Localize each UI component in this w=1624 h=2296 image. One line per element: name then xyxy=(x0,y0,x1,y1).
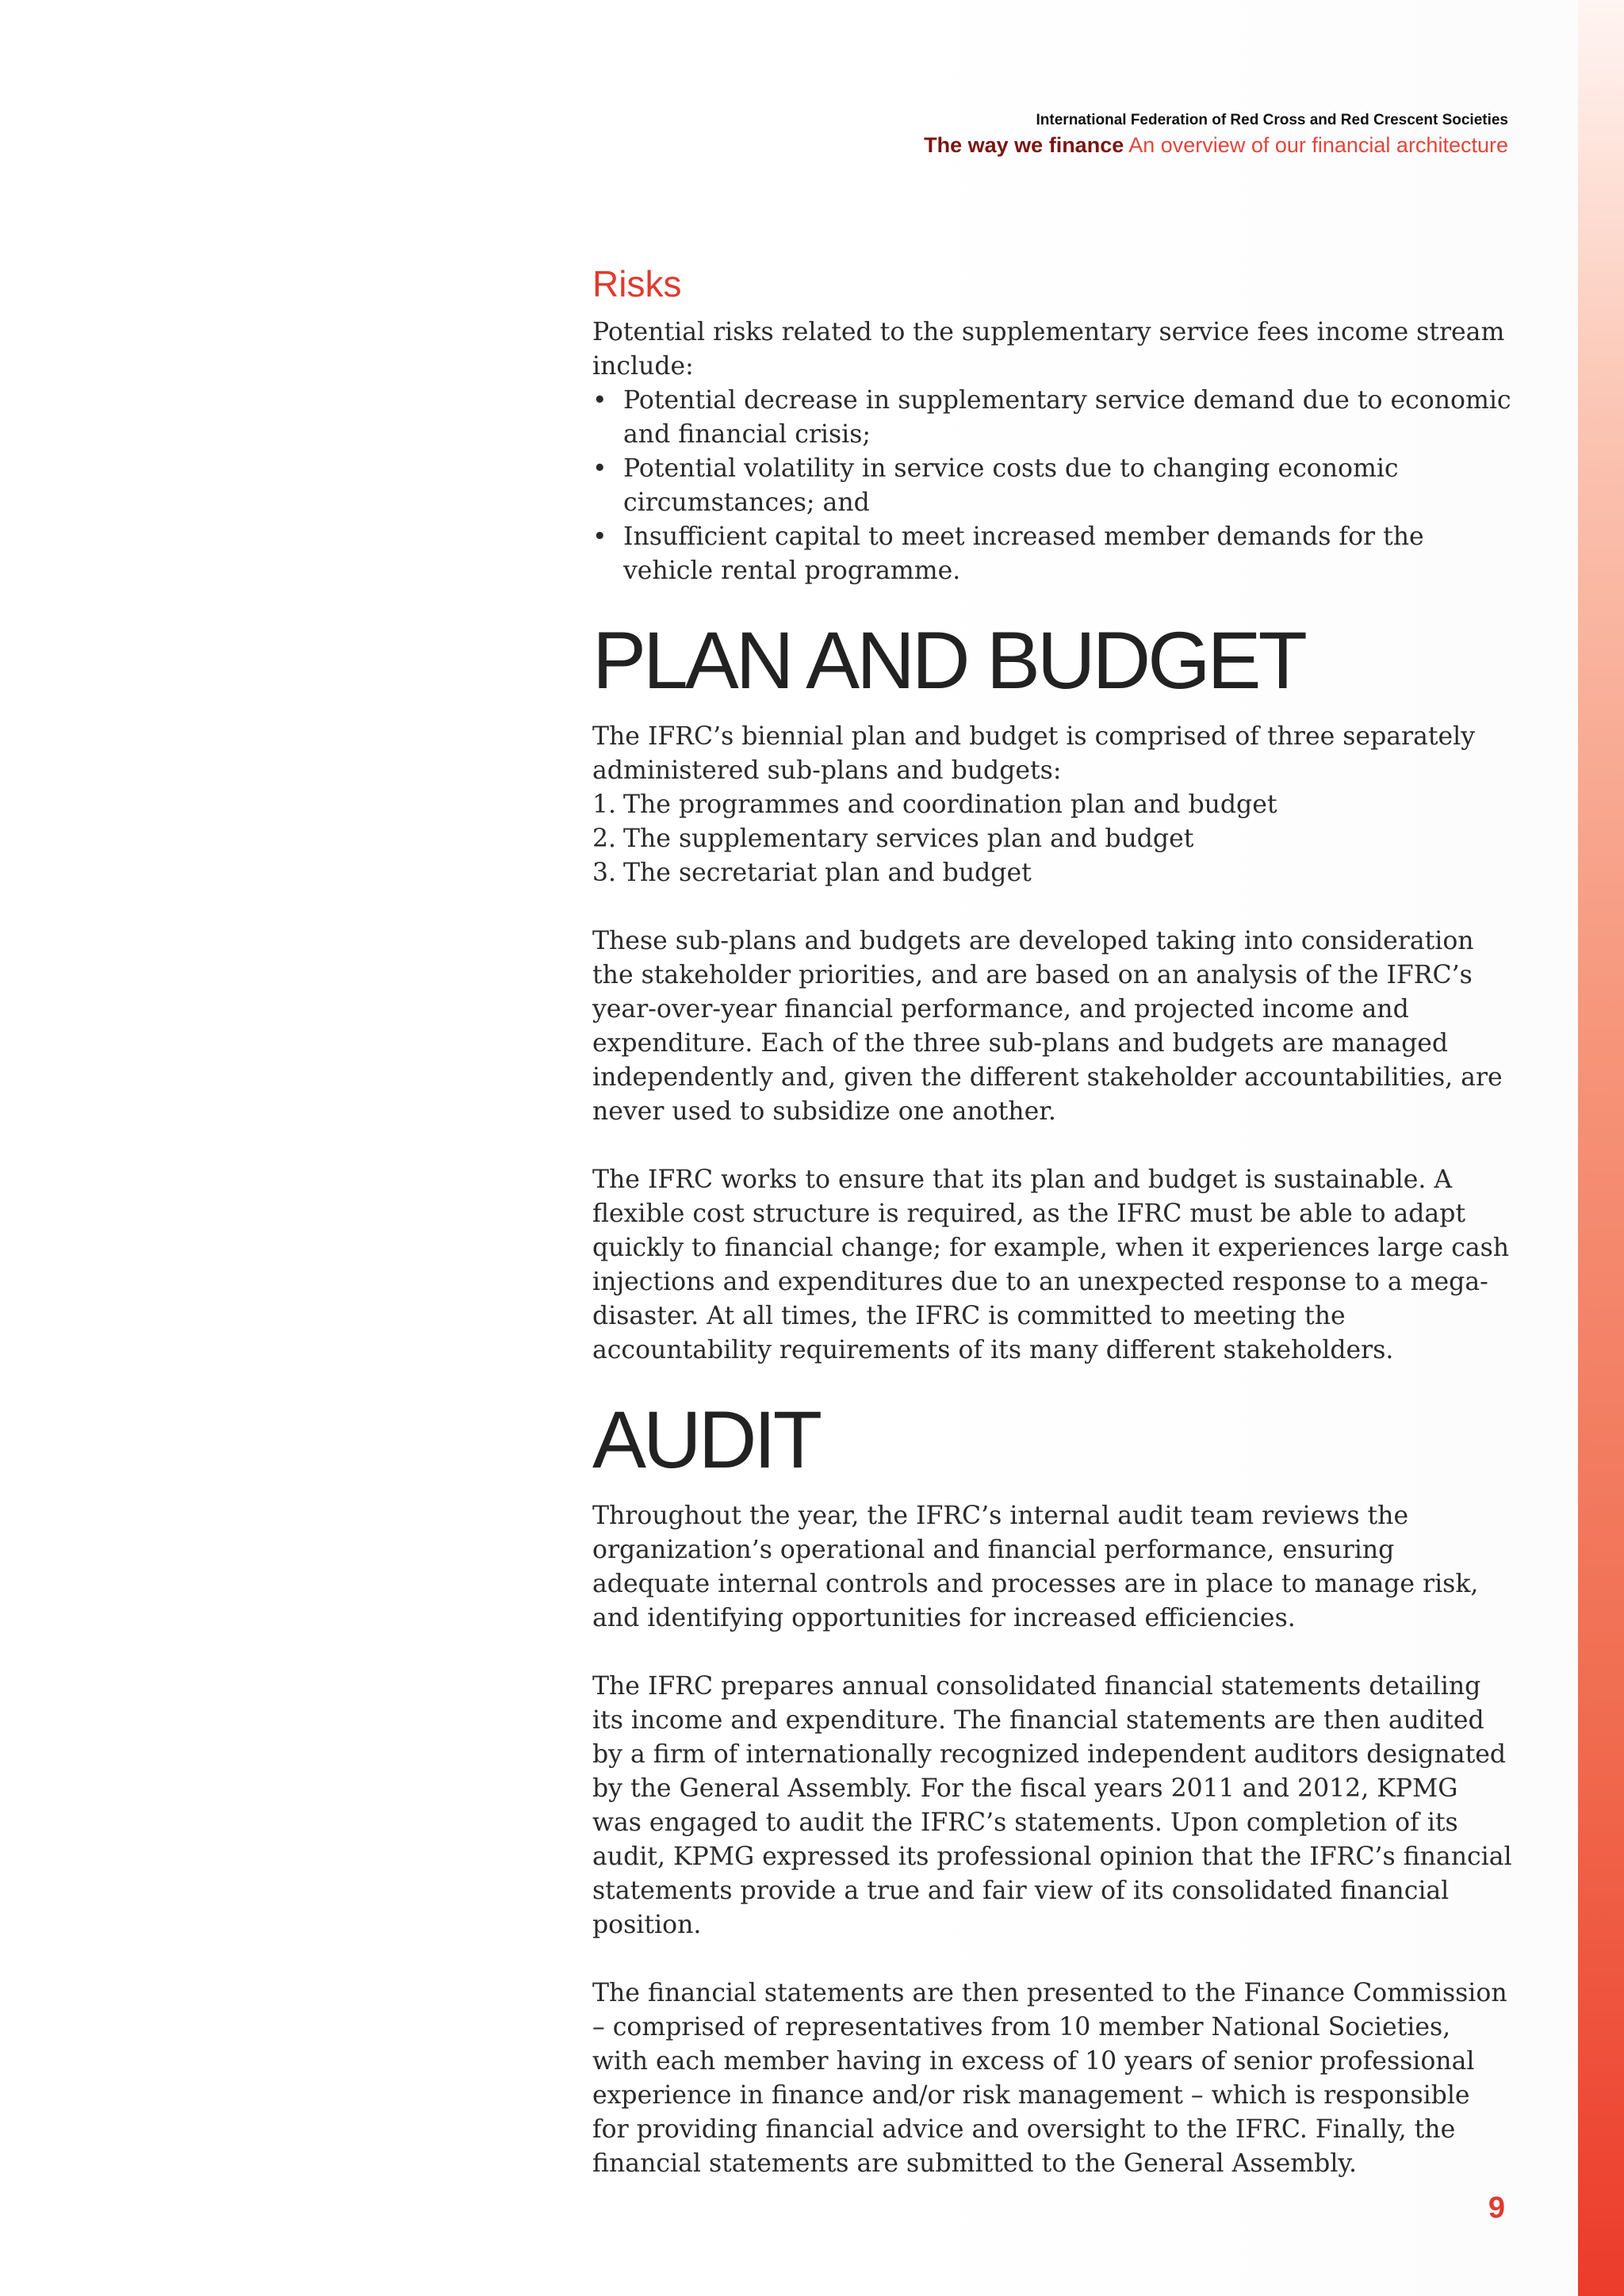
list-item-text: Insufficient capital to meet increased member demands for the vehicle rental programme. xyxy=(623,522,1424,585)
bullet-icon: • xyxy=(592,522,607,551)
risks-heading: Risks xyxy=(592,263,682,304)
bullet-icon: • xyxy=(592,454,607,483)
list-item-text: Potential volatility in service costs due to changing economic circumstances; and xyxy=(623,454,1399,517)
header-title-light: An overview of our financial architecture xyxy=(1128,133,1508,157)
list-item-text: The programmes and coordination plan and budget xyxy=(623,790,1277,819)
risks-intro: Potential risks related to the supplementary service fees income stream include: xyxy=(592,318,1505,381)
audit-paragraph-1: Throughout the year, the IFRC’s internal audit team reviews the organization’s operational and financial performance, ensuring adequate internal controls and processes are in place to manage risk, and identifying opportunities for increased efficiencies. xyxy=(592,1502,1479,1632)
bullet-icon: • xyxy=(592,386,607,415)
list-item-text: The supplementary services plan and budget xyxy=(623,825,1194,853)
list-item xyxy=(592,384,1512,452)
audit-paragraph-3: The financial statements are then presented to the Finance Commission – comprised of representatives from 10 member National Societies, with each member having in excess of 10 years of senior professional experience in finance and/or risk management – which is responsible for providing financial advice and oversight to the IFRC. Finally, the financial statements are submitted to the General Assembly. xyxy=(592,1979,1507,2178)
audit-paragraph-2: The IFRC prepares annual consolidated financial statements detailing its income and expenditure. The financial statements are then audited by a firm of internationally recognized independent auditors designated by the General Assembly. For the fiscal years 2011 and 2012, KPMG was engaged to audit the IFRC’s statements. Upon completion of its audit, KPMG expressed its professional opinion that the IFRC’s financial statements provide a true and fair view of its consolidated financial position. xyxy=(592,1672,1512,1939)
audit-heading: AUDIT xyxy=(592,1395,819,1485)
header-organization: International Federation of Red Cross and Red Crescent Societies xyxy=(1036,112,1508,128)
list-item: 1. The programmes and coordination plan and budget xyxy=(592,790,1277,819)
list-item: 3. The secretariat plan and budget xyxy=(592,859,1032,887)
plan-paragraph-1: These sub-plans and budgets are developed taking into consideration the stakeholder priorities, and are based on an analysis of the IFRC’s year-over-year financial performance, and projected income and expenditure. Each of the three sub-plans and budgets are managed independently and, given the different stakeholder accountabilities, are never used to subsidize one another. xyxy=(592,927,1503,1126)
list-item-text: Potential decrease in supplementary service demand due to economic and financial crisis; xyxy=(623,386,1511,449)
plan-paragraph-2: The IFRC works to ensure that its plan and budget is sustainable. A flexible cost structure is required, as the IFRC must be able to adapt quickly to financial change; for example, when it experiences large cash injections and expenditures due to an unexpected response to a mega-disaster. At all times, the IFRC is committed to meeting the accountability requirements of its many different stakeholders. xyxy=(592,1165,1510,1364)
list-item: 2. The supplementary services plan and budget xyxy=(592,825,1194,853)
header-title-strong: The way we finance xyxy=(924,133,1124,157)
running-header xyxy=(636,111,1508,159)
main-text-column xyxy=(592,262,1512,2181)
plan-intro: The IFRC’s biennial plan and budget is comprised of three separately administered sub-plans and budgets: xyxy=(592,722,1476,785)
risks-bullet-list xyxy=(592,384,1512,588)
list-item xyxy=(592,452,1512,520)
list-item xyxy=(592,520,1512,588)
header-document-title xyxy=(636,132,1508,159)
list-item-text: The secretariat plan and budget xyxy=(623,859,1032,887)
plan-numbered-list xyxy=(592,788,1512,890)
page-number: 9 xyxy=(1488,2191,1505,2225)
plan-and-budget-heading: PLAN AND BUDGET xyxy=(592,615,1304,706)
side-gradient-bar xyxy=(1578,0,1624,2296)
